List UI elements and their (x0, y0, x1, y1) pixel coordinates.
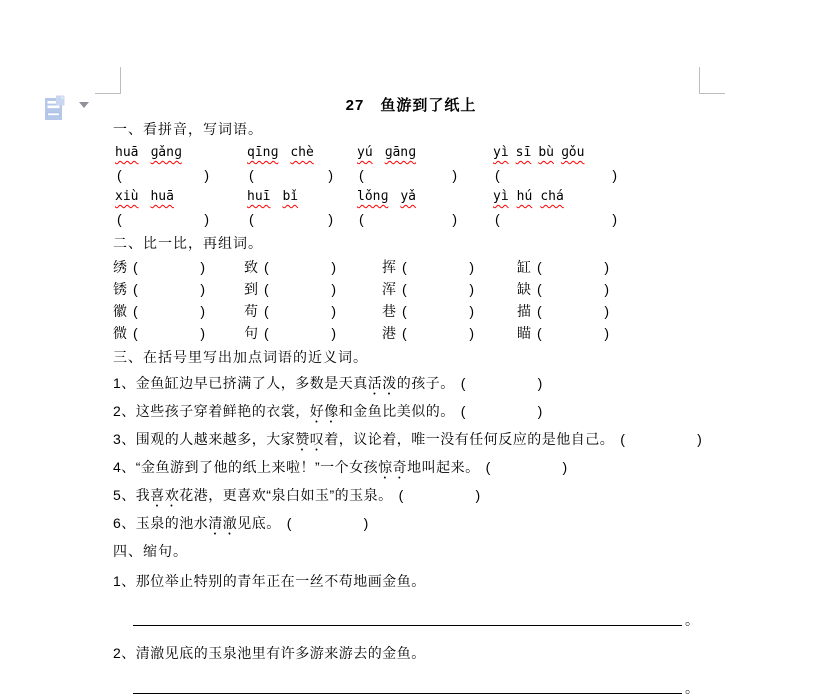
answer-blank[interactable] (113, 164, 209, 186)
item-text: 地叫起来。 (407, 459, 480, 475)
pinyin-syllable: chè (290, 145, 314, 160)
compare-word-cell (382, 256, 517, 278)
item-number: 3、 (113, 431, 136, 447)
synonym-item (113, 398, 709, 426)
answer-blank[interactable] (264, 300, 336, 322)
section-3-heading: 三、在括号里写出加点词语的近义词。 (113, 349, 368, 365)
paren-open: ( (495, 211, 500, 227)
shrink-sentence-item (113, 640, 709, 666)
pinyin-syllable: yì (493, 145, 509, 160)
paren-close: ) (331, 303, 336, 319)
paren-close: ) (363, 515, 369, 531)
answer-blank[interactable] (245, 164, 333, 186)
paren-open: ( (133, 325, 138, 341)
paren-close: ) (612, 167, 617, 183)
paren-close: ) (469, 325, 474, 341)
compare-char: 徽 (113, 303, 128, 319)
paren-close: ) (200, 303, 205, 319)
compare-char: 瞄 (517, 325, 532, 341)
worksheet-body (113, 96, 709, 694)
emphasized-word: 惊奇 (378, 459, 408, 475)
paren-open: ( (133, 281, 138, 297)
pinyin-group (491, 142, 641, 186)
compare-word-cell (244, 322, 382, 344)
emphasized-word: 好像 (309, 403, 339, 419)
paren-close: ) (604, 303, 609, 319)
paren-close: ) (328, 167, 333, 183)
paren-close: ) (469, 303, 474, 319)
pinyin-syllable: huā (115, 145, 139, 160)
paren-close: ) (469, 281, 474, 297)
answer-blank[interactable] (245, 208, 333, 230)
pinyin-syllable: sī (515, 145, 532, 160)
compare-word-cell (382, 322, 517, 344)
section-2-heading: 二、比一比，再组词。 (113, 235, 263, 251)
paren-close: ) (452, 167, 457, 183)
paren-open: ( (620, 431, 626, 447)
answer-blank[interactable] (402, 300, 474, 322)
answer-blank[interactable] (537, 300, 609, 322)
pinyin-row-1 (113, 142, 709, 186)
answer-row (133, 679, 699, 694)
paren-close: ) (331, 259, 336, 275)
emphasized-word: 喜欢 (150, 487, 180, 503)
paren-close: ) (204, 211, 209, 227)
compare-row (113, 300, 709, 322)
answer-blank[interactable] (486, 454, 568, 480)
item-text: 那位举止特别的青年正在一丝不苟地画金鱼。 (135, 573, 426, 589)
section-1-heading: 一、看拼音，写词语。 (113, 121, 263, 137)
pinyin-syllable: chá (540, 189, 564, 204)
answer-blank[interactable] (461, 370, 543, 396)
chevron-down-icon[interactable] (79, 102, 89, 108)
paren-open: ( (398, 487, 404, 503)
paren-close: ) (562, 459, 568, 475)
paren-open: ( (537, 259, 542, 275)
compare-word-cell (517, 256, 667, 278)
answer-blank[interactable] (491, 208, 617, 230)
paren-close: ) (452, 211, 457, 227)
item-number: 2、 (113, 403, 136, 419)
item-text: 围观的人越来越多，大家 (135, 431, 296, 447)
pinyin-syllable: qīnɡ (247, 145, 279, 160)
section-4-heading: 四、缩句。 (113, 543, 188, 559)
paren-close: ) (537, 375, 543, 391)
paren-open: ( (537, 281, 542, 297)
paren-open: ( (264, 259, 269, 275)
item-text: 清澈见底的玉泉池里有许多游来游去的金鱼。 (135, 645, 426, 661)
page-title: 27 鱼游到了纸上 (345, 97, 477, 114)
pinyin-syllable: huā (150, 189, 174, 204)
answer-blank[interactable] (402, 278, 474, 300)
compare-word-cell (517, 278, 667, 300)
compare-char: 苟 (244, 303, 259, 319)
answer-blank[interactable] (113, 208, 209, 230)
answer-blank[interactable] (133, 256, 205, 278)
paren-close: ) (469, 259, 474, 275)
paren-open: ( (359, 211, 364, 227)
paren-close: ) (200, 281, 205, 297)
paren-close: ) (604, 259, 609, 275)
paren-open: ( (264, 303, 269, 319)
compare-word-cell (244, 300, 382, 322)
paren-close: ) (697, 431, 703, 447)
compare-word-cell (113, 300, 244, 322)
paren-close: ) (331, 325, 336, 341)
compare-char: 巷 (382, 303, 397, 319)
answer-blank[interactable] (491, 164, 617, 186)
item-text: 见底。 (237, 515, 281, 531)
pinyin-syllable: lǒnɡ (357, 189, 389, 204)
emphasized-word: 活泼 (367, 375, 397, 391)
synonym-item (113, 482, 709, 510)
paren-open: ( (249, 167, 254, 183)
paren-open: ( (359, 167, 364, 183)
pinyin-syllable: bǐ (282, 189, 299, 204)
answer-blank[interactable] (133, 278, 205, 300)
item-text: 金鱼缸边早已挤满了人，多数是天真 (135, 375, 368, 391)
pinyin-syllable: yì (493, 189, 509, 204)
paren-close: ) (204, 167, 209, 183)
pinyin-syllable: ɡǒu (560, 145, 585, 160)
item-text: 和金鱼比美似的。 (338, 403, 455, 419)
paren-open: ( (402, 303, 407, 319)
paren-open: ( (249, 211, 254, 227)
pinyin-syllable: hú (516, 189, 533, 204)
item-number: 5、 (113, 487, 136, 503)
paren-open: ( (537, 325, 542, 341)
item-text: 的孩子。 (396, 375, 455, 391)
item-number: 1、 (113, 375, 136, 391)
compare-char: 浑 (382, 281, 397, 297)
paren-open: ( (537, 303, 542, 319)
paren-close: ) (328, 211, 333, 227)
paren-open: ( (133, 303, 138, 319)
paren-open: ( (117, 167, 122, 183)
paren-close: ) (331, 281, 336, 297)
paren-close: ) (537, 403, 543, 419)
pinyin-syllable: huī (247, 189, 271, 204)
item-text: 着，议论着，唯一没有任何反应的是他自己。 (324, 431, 615, 447)
answer-blank[interactable] (355, 208, 457, 230)
paren-close: ) (604, 281, 609, 297)
answer-blank[interactable] (264, 278, 336, 300)
compare-row (113, 322, 709, 344)
margin-mark-top-left (95, 67, 121, 94)
item-text: “金鱼游到了他的纸上来啦！”一个女孩 (135, 459, 379, 475)
shrink-sentence-item (113, 568, 709, 594)
paste-options-button[interactable] (44, 94, 89, 127)
item-text: 玉泉的池水 (135, 515, 209, 531)
answer-blank[interactable] (537, 278, 609, 300)
paren-open: ( (402, 281, 407, 297)
item-text: 这些孩子穿着鲜艳的衣裳， (135, 403, 310, 419)
paren-open: ( (402, 325, 407, 341)
compare-char: 描 (517, 303, 532, 319)
compare-row (113, 278, 709, 300)
synonym-item (113, 510, 709, 538)
answer-row (133, 611, 699, 626)
answer-blank[interactable] (264, 256, 336, 278)
pinyin-group (355, 186, 491, 230)
pinyin-syllable: ɡānɡ (384, 145, 416, 160)
pinyin-group (113, 142, 245, 186)
item-text: 我 (135, 487, 151, 503)
pinyin-group (245, 142, 355, 186)
paren-close: ) (200, 325, 205, 341)
paren-open: ( (133, 259, 138, 275)
answer-blank[interactable] (399, 482, 481, 508)
compare-char: 句 (244, 325, 259, 341)
pinyin-group (245, 186, 355, 230)
pinyin-group (491, 186, 641, 230)
compare-char: 港 (382, 325, 397, 341)
emphasized-word: 赞叹 (295, 431, 325, 447)
margin-mark-top-right (699, 67, 725, 94)
paste-options-icon[interactable] (44, 94, 68, 127)
sentence-period: 。 (685, 680, 699, 696)
paren-open: ( (495, 167, 500, 183)
paren-open: ( (286, 515, 292, 531)
answer-line[interactable] (133, 610, 682, 626)
answer-blank[interactable] (402, 256, 474, 278)
answer-blank[interactable] (537, 322, 609, 344)
compare-word-cell (517, 300, 667, 322)
pinyin-syllable: bù (538, 145, 554, 160)
paren-open: ( (460, 403, 466, 419)
pinyin-row-2 (113, 186, 709, 230)
synonym-item (113, 370, 709, 398)
answer-blank[interactable] (133, 322, 205, 344)
compare-word-cell (113, 322, 244, 344)
answer-blank[interactable] (264, 322, 336, 344)
compare-word-cell (113, 278, 244, 300)
pinyin-syllable: ɡǎnɡ (150, 145, 182, 160)
compare-char: 致 (244, 259, 259, 275)
compare-char: 微 (113, 325, 128, 341)
answer-blank[interactable] (461, 398, 543, 424)
compare-word-cell (113, 256, 244, 278)
pinyin-group (355, 142, 491, 186)
answer-blank[interactable] (287, 510, 369, 536)
item-number: 6、 (113, 515, 136, 531)
pinyin-syllable: yú (357, 145, 373, 160)
item-number: 4、 (113, 459, 136, 475)
paren-open: ( (402, 259, 407, 275)
compare-char: 挥 (382, 259, 397, 275)
pinyin-syllable: xiù (115, 189, 139, 204)
paren-close: ) (475, 487, 481, 503)
synonym-item (113, 454, 709, 482)
paren-open: ( (460, 375, 466, 391)
answer-blank[interactable] (355, 164, 457, 186)
paren-close: ) (612, 211, 617, 227)
answer-blank[interactable] (133, 300, 205, 322)
compare-char: 缺 (517, 281, 532, 297)
item-text: 花港，更喜欢“泉白如玉”的玉泉。 (179, 487, 393, 503)
answer-blank[interactable] (620, 426, 702, 452)
compare-word-cell (244, 278, 382, 300)
compare-char: 缸 (517, 259, 532, 275)
item-number: 2、 (113, 645, 136, 661)
answer-line[interactable] (133, 678, 682, 694)
paren-open: ( (264, 325, 269, 341)
paren-close: ) (200, 259, 205, 275)
pinyin-syllable: yǎ (400, 189, 416, 204)
paren-open: ( (117, 211, 122, 227)
compare-char: 锈 (113, 281, 128, 297)
compare-word-cell (382, 278, 517, 300)
compare-word-cell (244, 256, 382, 278)
compare-char: 绣 (113, 259, 128, 275)
paren-open: ( (264, 281, 269, 297)
emphasized-word: 清澈 (208, 515, 238, 531)
answer-blank[interactable] (537, 256, 609, 278)
compare-word-cell (382, 300, 517, 322)
item-number: 1、 (113, 573, 136, 589)
pinyin-group (113, 186, 245, 230)
synonym-item (113, 426, 709, 454)
paren-open: ( (485, 459, 491, 475)
compare-row (113, 256, 709, 278)
paren-close: ) (604, 325, 609, 341)
sentence-period: 。 (685, 612, 699, 628)
compare-word-cell (517, 322, 667, 344)
answer-blank[interactable] (402, 322, 474, 344)
compare-char: 到 (244, 281, 259, 297)
